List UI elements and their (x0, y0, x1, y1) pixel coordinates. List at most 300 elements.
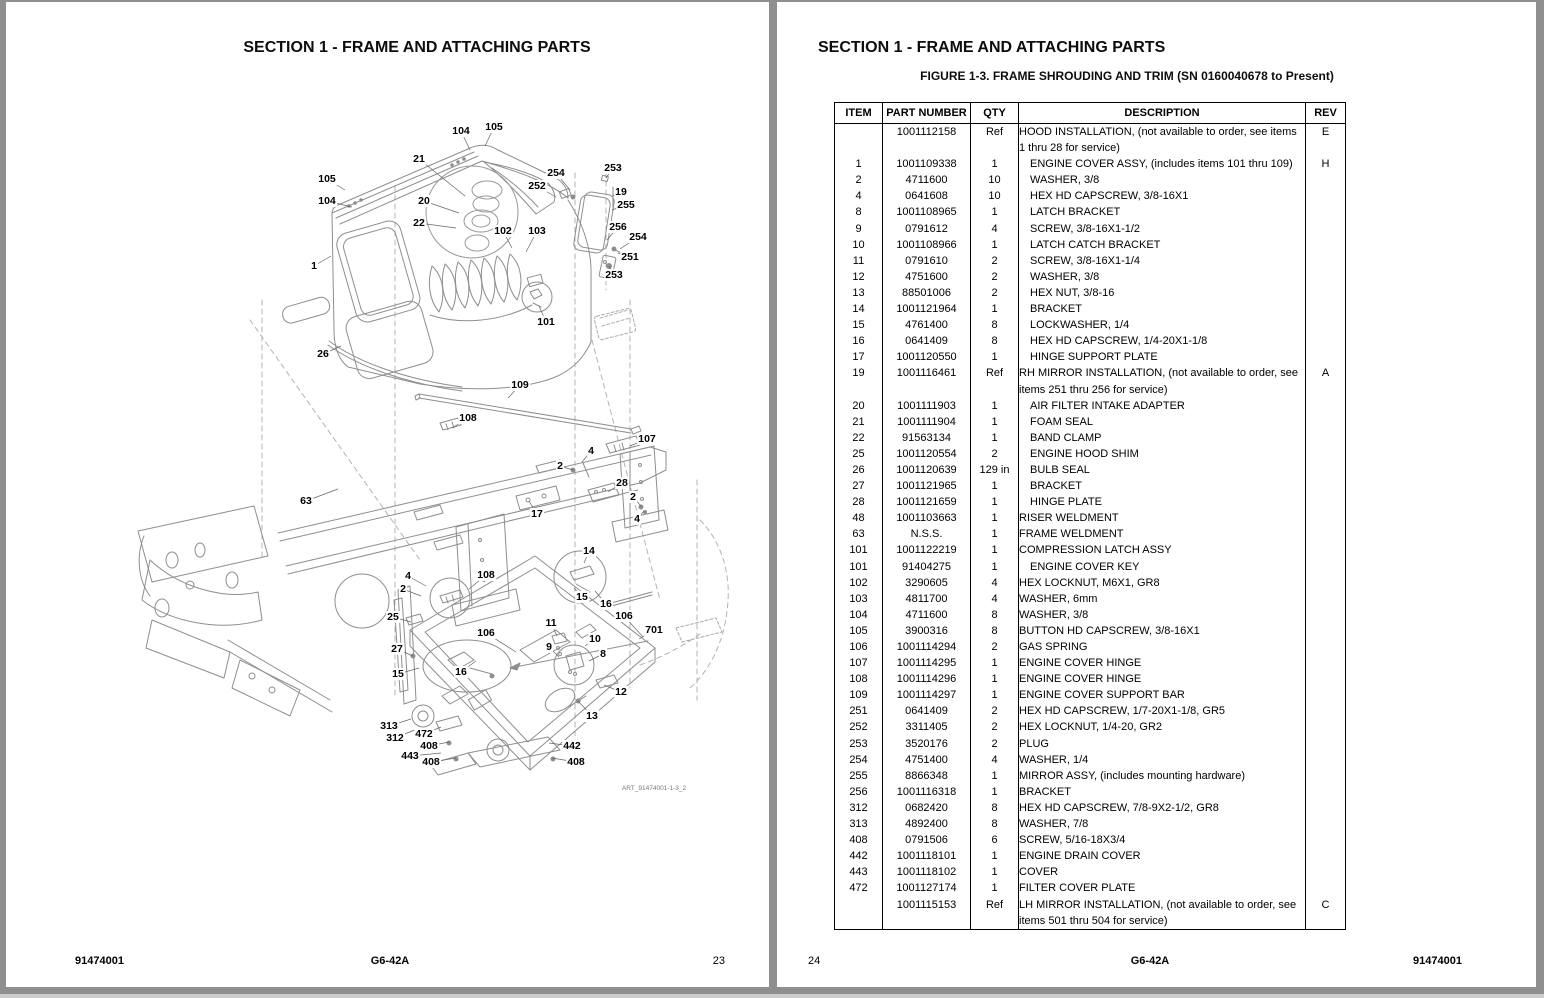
table-cell: 1 (835, 156, 883, 172)
part-callout: 26 (317, 348, 329, 360)
table-cell (1306, 655, 1346, 671)
table-cell: ENGINE HOOD SHIM (1019, 446, 1306, 462)
table-row (835, 124, 1346, 157)
table-cell: BRACKET (1019, 478, 1306, 494)
part-callout: 106 (615, 610, 633, 622)
table-cell: 20 (835, 398, 883, 414)
table-cell: 1001121964 (883, 301, 971, 317)
table-cell: 1001103663 (883, 510, 971, 526)
table-row (835, 671, 1346, 687)
part-callout: 107 (638, 433, 656, 445)
table-row (835, 864, 1346, 880)
part-callout: 16 (455, 666, 467, 678)
table-cell: 1001109338 (883, 156, 971, 172)
table-row (835, 736, 1346, 752)
table-cell (1306, 237, 1346, 253)
parts-table-body (835, 124, 1346, 930)
table-header-row (835, 103, 1346, 124)
part-callout: 9 (546, 641, 552, 653)
viewer-bottom-margin (0, 994, 1544, 998)
table-cell: 472 (835, 880, 883, 896)
part-callout: 251 (621, 251, 639, 263)
table-cell: 108 (835, 671, 883, 687)
part-callout: 408 (422, 756, 440, 768)
table-cell: 0641409 (883, 333, 971, 349)
part-callout: 253 (604, 162, 622, 174)
table-cell (1306, 542, 1346, 558)
part-callout: 8 (600, 648, 606, 660)
table-cell (1306, 575, 1346, 591)
table-cell (1306, 414, 1346, 430)
page-title: SECTION 1 - FRAME AND ATTACHING PARTS (243, 39, 591, 56)
table-cell: 0641608 (883, 188, 971, 204)
table-row (835, 462, 1346, 478)
table-cell: 8866348 (883, 768, 971, 784)
column-header: PART NUMBER (883, 103, 971, 124)
table-cell: 4 (971, 575, 1019, 591)
table-row (835, 832, 1346, 848)
part-callout: 313 (380, 720, 398, 732)
table-cell: 1 (971, 156, 1019, 172)
table-row (835, 768, 1346, 784)
table-cell: 8 (971, 623, 1019, 639)
table-cell: 9 (835, 221, 883, 237)
part-callout: 15 (392, 668, 404, 680)
part-callout: 1 (311, 260, 317, 272)
table-cell: HEX HD CAPSCREW, 7/8-9X2-1/2, GR8 (1019, 800, 1306, 816)
table-cell: 10 (971, 172, 1019, 188)
manual-page-right (777, 2, 1536, 987)
part-callout: 4 (634, 513, 640, 525)
table-cell: 1 (971, 414, 1019, 430)
table-cell: 1001118101 (883, 848, 971, 864)
table-cell: 101 (835, 559, 883, 575)
table-row (835, 156, 1346, 172)
table-cell: SCREW, 3/8-16X1-1/4 (1019, 253, 1306, 269)
part-callout: 25 (387, 611, 399, 623)
table-cell: 21 (835, 414, 883, 430)
table-cell (1306, 607, 1346, 623)
part-callout: 27 (391, 643, 403, 655)
part-callout: 2 (400, 583, 406, 595)
table-row (835, 494, 1346, 510)
table-cell: 4 (835, 188, 883, 204)
table-cell: 1 (971, 510, 1019, 526)
manual-page-left (6, 2, 769, 987)
table-cell (1306, 269, 1346, 285)
table-cell: PLUG (1019, 736, 1306, 752)
table-row (835, 897, 1346, 930)
table-cell: N.S.S. (883, 526, 971, 542)
table-cell: 4751600 (883, 269, 971, 285)
table-row (835, 542, 1346, 558)
table-cell: 1001108966 (883, 237, 971, 253)
table-cell: 48 (835, 510, 883, 526)
table-cell: 408 (835, 832, 883, 848)
table-cell: ENGINE COVER KEY (1019, 559, 1306, 575)
table-cell: SCREW, 3/8-16X1-1/2 (1019, 221, 1306, 237)
table-cell: LATCH BRACKET (1019, 204, 1306, 220)
table-cell: 3900316 (883, 623, 971, 639)
table-row (835, 880, 1346, 896)
table-cell (1306, 623, 1346, 639)
table-cell: COVER (1019, 864, 1306, 880)
table-cell: 1001111903 (883, 398, 971, 414)
table-cell: RH MIRROR INSTALLATION, (not available to order, see items 251 thru 256 for service) (1019, 365, 1306, 397)
table-cell: HEX LOCKNUT, 1/4-20, GR2 (1019, 719, 1306, 735)
table-cell: 1001112158 (883, 124, 971, 157)
table-cell: 1001118102 (883, 864, 971, 880)
table-cell: 27 (835, 478, 883, 494)
table-cell: 12 (835, 269, 883, 285)
table-row (835, 703, 1346, 719)
table-cell (1306, 301, 1346, 317)
table-cell: 442 (835, 848, 883, 864)
part-callout: 2 (630, 491, 636, 503)
part-callout: 11 (545, 617, 557, 629)
column-header: ITEM (835, 103, 883, 124)
table-cell: 1 (971, 204, 1019, 220)
table-cell: LOCKWASHER, 1/4 (1019, 317, 1306, 333)
table-cell: 25 (835, 446, 883, 462)
table-cell: 1 (971, 398, 1019, 414)
table-cell: 313 (835, 816, 883, 832)
table-cell: HINGE PLATE (1019, 494, 1306, 510)
part-callout: 108 (459, 412, 477, 424)
table-cell: 26 (835, 462, 883, 478)
table-cell: 1001115153 (883, 897, 971, 930)
part-callout: 102 (494, 225, 512, 237)
art-reference: ART_91474001-1-3_2 (621, 785, 687, 792)
table-cell: 88501006 (883, 285, 971, 301)
table-cell: 1 (971, 864, 1019, 880)
table-row (835, 816, 1346, 832)
figure-title: FIGURE 1-3. FRAME SHROUDING AND TRIM (SN 0160040678 to Present) (920, 69, 1334, 83)
table-row (835, 398, 1346, 414)
table-cell: WASHER, 1/4 (1019, 752, 1306, 768)
part-callout: 14 (583, 545, 595, 557)
table-cell (1306, 832, 1346, 848)
table-row (835, 478, 1346, 494)
part-callout: 256 (609, 221, 627, 233)
part-callout: 472 (415, 728, 433, 740)
footer-doc-number: 91474001 (75, 955, 124, 967)
table-cell: 1 (971, 671, 1019, 687)
part-callout: 103 (528, 225, 546, 237)
table-cell: COMPRESSION LATCH ASSY (1019, 542, 1306, 558)
table-row (835, 285, 1346, 301)
table-cell (1306, 703, 1346, 719)
table-cell: WASHER, 7/8 (1019, 816, 1306, 832)
table-cell: 106 (835, 639, 883, 655)
part-callout: 17 (531, 508, 543, 520)
table-cell: 1 (971, 478, 1019, 494)
part-callout: 408 (420, 740, 438, 752)
part-callout: 22 (413, 217, 425, 229)
table-cell: 0641409 (883, 703, 971, 719)
table-cell: FRAME WELDMENT (1019, 526, 1306, 542)
footer-model: G6-42A (370, 955, 410, 967)
table-cell: WASHER, 3/8 (1019, 172, 1306, 188)
part-callout: 10 (589, 633, 601, 645)
footer-model: G6-42A (1130, 955, 1170, 967)
table-cell: 8 (971, 333, 1019, 349)
table-cell: 14 (835, 301, 883, 317)
table-cell: 256 (835, 784, 883, 800)
part-callout: 13 (586, 710, 598, 722)
table-cell: 91563134 (883, 430, 971, 446)
part-callout: 253 (605, 269, 623, 281)
table-row (835, 204, 1346, 220)
table-cell: WASHER, 3/8 (1019, 607, 1306, 623)
table-cell: 2 (971, 736, 1019, 752)
table-cell (1306, 333, 1346, 349)
table-cell: HEX HD CAPSCREW, 1/4-20X1-1/8 (1019, 333, 1306, 349)
table-cell (1306, 430, 1346, 446)
table-cell: 1001121965 (883, 478, 971, 494)
table-row (835, 800, 1346, 816)
table-row (835, 559, 1346, 575)
table-row (835, 172, 1346, 188)
table-cell: 255 (835, 768, 883, 784)
table-cell: 1001122219 (883, 542, 971, 558)
part-callout: 443 (401, 750, 419, 762)
table-cell: MIRROR ASSY, (includes mounting hardware) (1019, 768, 1306, 784)
table-cell: 4 (971, 221, 1019, 237)
part-callout: 12 (615, 686, 627, 698)
column-header: QTY (971, 103, 1019, 124)
table-cell: 2 (835, 172, 883, 188)
table-cell: BRACKET (1019, 301, 1306, 317)
table-cell: 252 (835, 719, 883, 735)
table-cell: 1 (971, 784, 1019, 800)
table-cell (1306, 768, 1346, 784)
table-cell: 4811700 (883, 591, 971, 607)
footer-page-number: 23 (712, 955, 725, 967)
table-cell: 22 (835, 430, 883, 446)
table-cell: 13 (835, 285, 883, 301)
table-row (835, 575, 1346, 591)
table-cell (835, 124, 883, 157)
table-cell: 1001114297 (883, 687, 971, 703)
table-row (835, 188, 1346, 204)
table-cell: LATCH CATCH BRACKET (1019, 237, 1306, 253)
part-callout: 109 (511, 379, 529, 391)
table-cell: SCREW, 5/16-18X3/4 (1019, 832, 1306, 848)
table-cell: 1 (971, 237, 1019, 253)
table-row (835, 848, 1346, 864)
page-title: SECTION 1 - FRAME AND ATTACHING PARTS (818, 39, 1166, 56)
table-cell (1306, 559, 1346, 575)
table-cell: 1 (971, 542, 1019, 558)
table-row (835, 591, 1346, 607)
table-cell: 253 (835, 736, 883, 752)
table-cell: 1001116461 (883, 365, 971, 397)
table-cell: WASHER, 3/8 (1019, 269, 1306, 285)
table-cell (1306, 784, 1346, 800)
table-cell: FILTER COVER PLATE (1019, 880, 1306, 896)
table-row (835, 526, 1346, 542)
table-cell: H (1306, 156, 1346, 172)
table-cell: A (1306, 365, 1346, 397)
table-row (835, 414, 1346, 430)
table-cell (1306, 172, 1346, 188)
part-callout: 252 (528, 180, 546, 192)
table-cell: HOOD INSTALLATION, (not available to order, see items 1 thru 28 for service) (1019, 124, 1306, 157)
table-cell: Ref (971, 124, 1019, 157)
table-cell: 2 (971, 719, 1019, 735)
footer-page-number: 24 (808, 955, 821, 967)
table-cell: 443 (835, 864, 883, 880)
part-callout: 255 (617, 199, 635, 211)
table-cell: 2 (971, 639, 1019, 655)
footer-doc-number: 91474001 (1413, 955, 1462, 967)
table-cell: 1001116318 (883, 784, 971, 800)
table-cell (1306, 800, 1346, 816)
table-cell (1306, 446, 1346, 462)
table-cell: 1 (971, 880, 1019, 896)
table-cell: 11 (835, 253, 883, 269)
table-cell: C (1306, 897, 1346, 930)
table-cell: 2 (971, 253, 1019, 269)
column-header: REV (1306, 103, 1346, 124)
table-row (835, 253, 1346, 269)
table-cell: 1001114294 (883, 639, 971, 655)
table-cell: HINGE SUPPORT PLATE (1019, 349, 1306, 365)
part-callout: 19 (615, 186, 627, 198)
table-cell: BAND CLAMP (1019, 430, 1306, 446)
table-cell: WASHER, 6mm (1019, 591, 1306, 607)
table-cell: 102 (835, 575, 883, 591)
part-callout: 2 (557, 460, 563, 472)
table-cell: 1001121659 (883, 494, 971, 510)
table-cell: 10 (971, 188, 1019, 204)
table-cell: GAS SPRING (1019, 639, 1306, 655)
table-row (835, 719, 1346, 735)
part-callout: 104 (318, 195, 336, 207)
table-cell (1306, 736, 1346, 752)
table-row (835, 784, 1346, 800)
parts-table (834, 102, 1346, 930)
table-cell: 8 (971, 800, 1019, 816)
table-cell: 105 (835, 623, 883, 639)
table-cell: 4 (971, 752, 1019, 768)
table-cell (1306, 285, 1346, 301)
table-cell: 8 (971, 317, 1019, 333)
table-cell: 0791610 (883, 253, 971, 269)
table-cell: HEX HD CAPSCREW, 1/7-20X1-1/8, GR5 (1019, 703, 1306, 719)
table-cell: 1001111904 (883, 414, 971, 430)
table-cell (1306, 671, 1346, 687)
table-cell: 251 (835, 703, 883, 719)
table-cell (1306, 639, 1346, 655)
table-cell: 28 (835, 494, 883, 510)
part-callout: 408 (567, 756, 585, 768)
table-cell: 16 (835, 333, 883, 349)
table-cell: 8 (835, 204, 883, 220)
part-callout: 442 (563, 740, 581, 752)
table-cell: BRACKET (1019, 784, 1306, 800)
table-cell (1306, 719, 1346, 735)
table-row (835, 607, 1346, 623)
table-cell: ENGINE COVER HINGE (1019, 655, 1306, 671)
part-callout: 16 (600, 598, 612, 610)
table-cell: 1001108965 (883, 204, 971, 220)
table-row (835, 317, 1346, 333)
table-cell: 3520176 (883, 736, 971, 752)
part-callout: 105 (318, 173, 336, 185)
table-cell: 107 (835, 655, 883, 671)
table-cell: 4 (971, 591, 1019, 607)
table-cell: 91404275 (883, 559, 971, 575)
table-cell (1306, 848, 1346, 864)
table-row (835, 301, 1346, 317)
table-cell: 19 (835, 365, 883, 397)
table-cell: 3290605 (883, 575, 971, 591)
table-cell: 15 (835, 317, 883, 333)
table-cell: RISER WELDMENT (1019, 510, 1306, 526)
table-row (835, 349, 1346, 365)
table-cell: 8 (971, 607, 1019, 623)
table-cell: 0791506 (883, 832, 971, 848)
table-cell (1306, 687, 1346, 703)
part-callout: 254 (547, 167, 565, 179)
table-cell: 2 (971, 285, 1019, 301)
table-cell: 8 (971, 816, 1019, 832)
leader-lines (6, 2, 769, 987)
part-callout: 254 (629, 231, 647, 243)
table-cell: LH MIRROR INSTALLATION, (not available to order, see items 501 thru 504 for service) (1019, 897, 1306, 930)
table-cell (1306, 494, 1346, 510)
table-cell (1306, 880, 1346, 896)
part-callout: 101 (537, 316, 555, 328)
table-cell: 104 (835, 607, 883, 623)
table-cell (1306, 398, 1346, 414)
table-cell: 1 (971, 768, 1019, 784)
table-cell: 1001114296 (883, 671, 971, 687)
table-row (835, 752, 1346, 768)
table-row (835, 221, 1346, 237)
table-cell (1306, 188, 1346, 204)
table-cell: 17 (835, 349, 883, 365)
table-cell: 0682420 (883, 800, 971, 816)
table-cell: 2 (971, 703, 1019, 719)
table-row (835, 430, 1346, 446)
part-callout: 701 (645, 624, 663, 636)
table-cell: BUTTON HD CAPSCREW, 3/8-16X1 (1019, 623, 1306, 639)
table-cell: 6 (971, 832, 1019, 848)
table-cell: 63 (835, 526, 883, 542)
table-cell: 0791612 (883, 221, 971, 237)
table-cell: 1 (971, 687, 1019, 703)
table-cell: 2 (971, 446, 1019, 462)
table-row (835, 655, 1346, 671)
table-cell: 4751400 (883, 752, 971, 768)
table-row (835, 687, 1346, 703)
table-cell: 1 (971, 430, 1019, 446)
part-callout: 312 (386, 732, 404, 744)
table-cell (835, 897, 883, 930)
part-callout: 104 (452, 125, 470, 137)
table-cell: 1001120550 (883, 349, 971, 365)
table-cell (1306, 253, 1346, 269)
table-cell: 1001114295 (883, 655, 971, 671)
table-cell (1306, 591, 1346, 607)
table-cell: HEX HD CAPSCREW, 3/8-16X1 (1019, 188, 1306, 204)
table-cell: Ref (971, 897, 1019, 930)
table-cell: FOAM SEAL (1019, 414, 1306, 430)
column-header: DESCRIPTION (1019, 103, 1306, 124)
